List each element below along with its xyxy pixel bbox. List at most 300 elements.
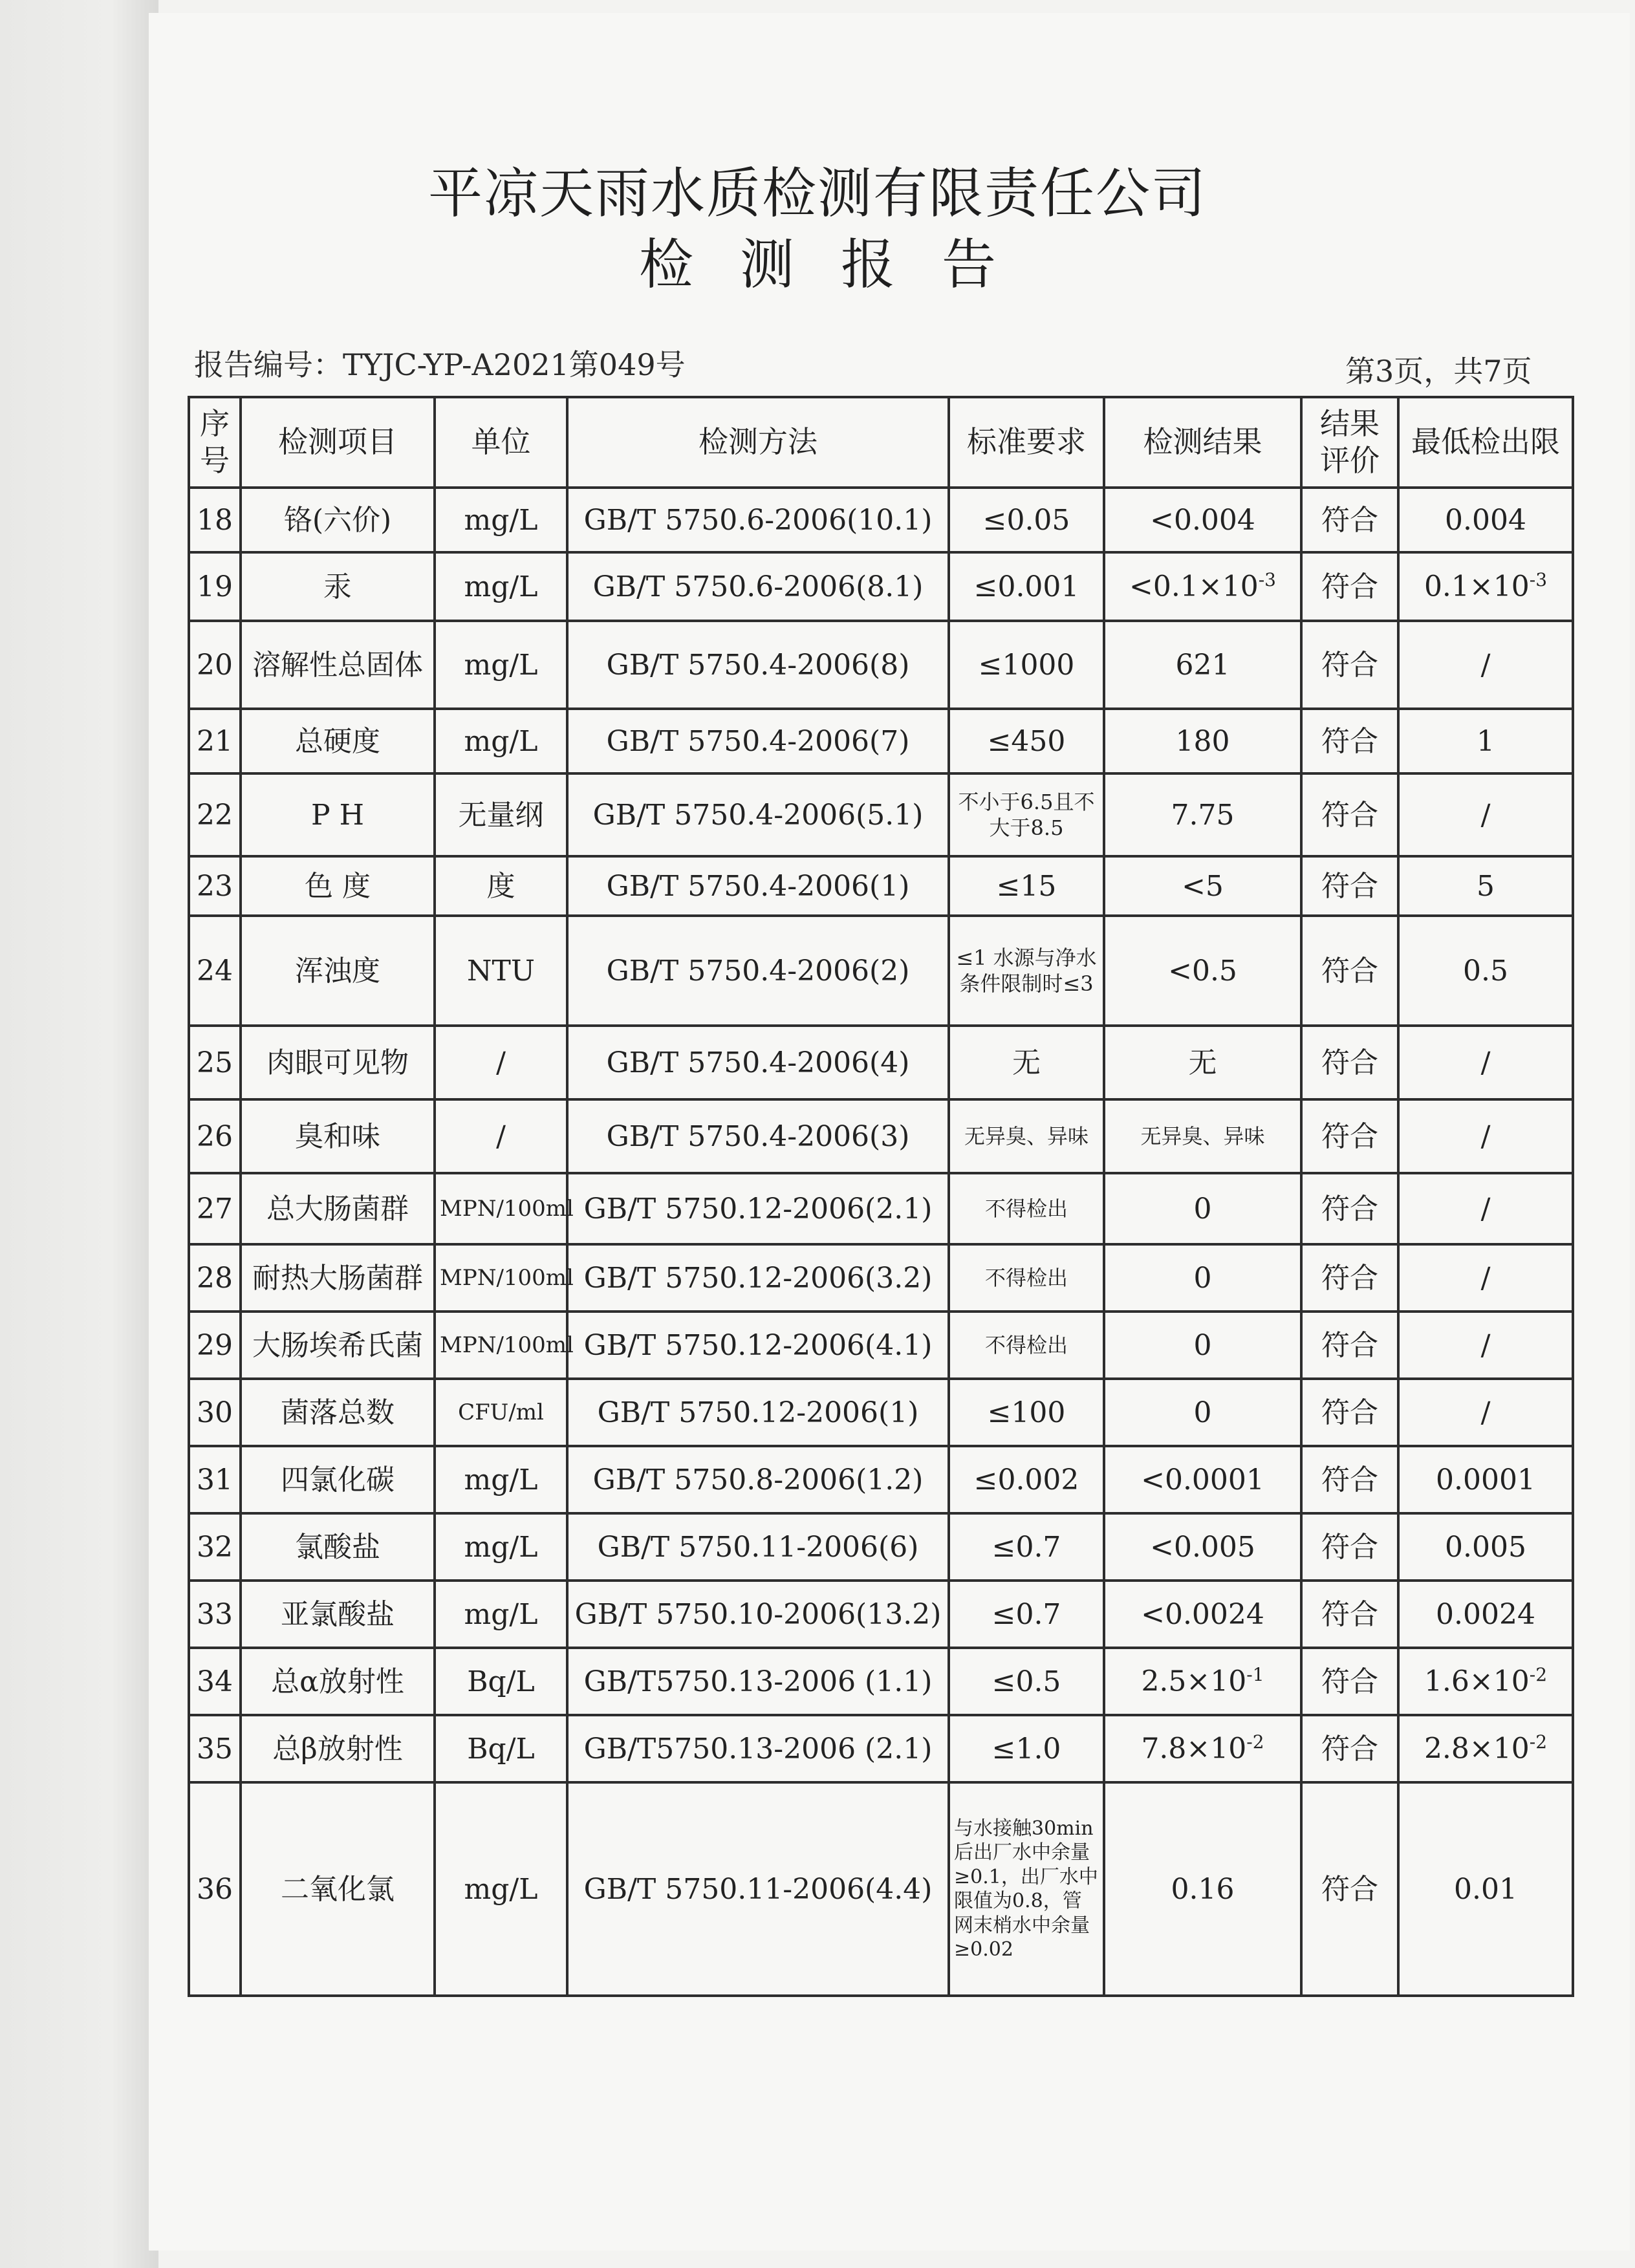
cell-method-text: GB/T 5750.6-2006(10.1) (583, 503, 933, 537)
header-result: 检测结果 (1104, 397, 1301, 488)
cell-result-text: 0 (1193, 1261, 1212, 1295)
cell-item-text: 总硬度 (295, 724, 380, 758)
cell-evaluation-text: 符合 (1321, 503, 1378, 537)
cell-evaluation (1301, 709, 1398, 773)
cell-result (1104, 1173, 1301, 1244)
cell-result (1104, 552, 1301, 621)
cell-seq (189, 1446, 241, 1513)
table-row (189, 1782, 1573, 1996)
cell-seq (189, 1782, 241, 1996)
cell-evaluation-text: 符合 (1321, 1192, 1378, 1226)
cell-result-exponent: -1 (1246, 1664, 1264, 1686)
cell-standard (949, 773, 1104, 856)
cell-result-text: 0 (1193, 1396, 1212, 1429)
cell-seq (189, 1648, 241, 1715)
cell-unit-text: / (496, 1119, 506, 1153)
cell-unit (435, 1379, 567, 1446)
cell-limit-text: 0.0024 (1436, 1597, 1535, 1631)
cell-evaluation (1301, 621, 1398, 709)
cell-seq-text: 36 (197, 1872, 233, 1906)
cell-limit (1398, 1312, 1573, 1379)
cell-standard (949, 488, 1104, 552)
cell-seq (189, 1244, 241, 1312)
header-unit: 单位 (435, 397, 567, 488)
header-seq: 序号 (189, 397, 241, 488)
cell-unit-text: 无量纲 (458, 798, 544, 832)
cell-unit (435, 621, 567, 709)
cell-evaluation-text: 符合 (1321, 954, 1378, 988)
cell-method (567, 488, 949, 552)
cell-standard (949, 1099, 1104, 1173)
cell-limit (1398, 1581, 1573, 1648)
cell-result (1104, 1099, 1301, 1173)
cell-item (241, 1379, 435, 1446)
cell-evaluation (1301, 1099, 1398, 1173)
cell-standard-text: ≤1 水源与净水条件限制时≤3 (956, 945, 1097, 996)
cell-seq (189, 1513, 241, 1581)
cell-item-text: 色 度 (305, 869, 371, 903)
cell-seq-text: 34 (197, 1665, 233, 1698)
cell-result (1104, 1446, 1301, 1513)
cell-evaluation (1301, 1581, 1398, 1648)
cell-unit-text: mg/L (464, 1872, 538, 1906)
cell-limit-text: / (1480, 648, 1491, 682)
cell-evaluation-text: 符合 (1321, 1328, 1378, 1362)
cell-unit-text: mg/L (464, 724, 538, 758)
cell-evaluation-text: 符合 (1321, 1261, 1378, 1295)
cell-item (241, 916, 435, 1026)
table-header-row (189, 397, 1573, 488)
cell-standard-text: 无 (1012, 1046, 1041, 1079)
cell-result (1104, 1244, 1301, 1312)
cell-evaluation-text: 符合 (1321, 570, 1378, 603)
cell-result-text: <0.5 (1168, 954, 1237, 988)
document-title: 检测报告 (638, 233, 1043, 296)
cell-method (567, 916, 949, 1026)
cell-unit (435, 1782, 567, 1996)
cell-seq-text: 33 (197, 1597, 233, 1631)
cell-method (567, 709, 949, 773)
cell-method-text: GB/T 5750.4-2006(7) (606, 724, 910, 758)
table-row (189, 1173, 1573, 1244)
cell-item-text: 总大肠菌群 (266, 1192, 409, 1226)
cell-method (567, 1026, 949, 1099)
cell-unit (435, 488, 567, 552)
cell-method (567, 1782, 949, 1996)
cell-limit (1398, 1244, 1573, 1312)
cell-method (567, 1244, 949, 1312)
cell-evaluation (1301, 1782, 1398, 1996)
cell-item (241, 1244, 435, 1312)
cell-limit-exponent: -2 (1529, 1664, 1548, 1686)
cell-item (241, 1173, 435, 1244)
cell-unit-text: mg/L (464, 1530, 538, 1564)
cell-limit (1398, 773, 1573, 856)
cell-limit (1398, 1026, 1573, 1099)
table-row (189, 1379, 1573, 1446)
cell-standard (949, 916, 1104, 1026)
cell-limit-text: / (1480, 1396, 1491, 1429)
cell-seq-text: 23 (197, 869, 233, 903)
cell-method (567, 1446, 949, 1513)
cell-unit-text: mg/L (464, 570, 538, 603)
table-row (189, 1026, 1573, 1099)
cell-method (567, 1099, 949, 1173)
cell-standard (949, 1026, 1104, 1099)
cell-standard (949, 1312, 1104, 1379)
cell-method-text: GB/T 5750.12-2006(2.1) (583, 1192, 933, 1226)
cell-seq-text: 27 (197, 1192, 233, 1226)
cell-method-text: GB/T 5750.12-2006(1) (597, 1396, 919, 1429)
cell-unit (435, 1648, 567, 1715)
cell-seq (189, 773, 241, 856)
cell-standard-text: ≤0.7 (991, 1530, 1061, 1564)
cell-evaluation-text: 符合 (1321, 1597, 1378, 1631)
cell-standard-text: ≤450 (987, 724, 1066, 758)
cell-unit (435, 552, 567, 621)
cell-method (567, 1312, 949, 1379)
cell-seq-text: 24 (197, 954, 233, 988)
cell-item (241, 1312, 435, 1379)
cell-unit (435, 1715, 567, 1782)
cell-seq (189, 552, 241, 621)
cell-evaluation (1301, 1244, 1398, 1312)
header-standard: 标准要求 (949, 397, 1104, 488)
cell-method-text: GB/T 5750.10-2006(13.2) (574, 1597, 942, 1631)
cell-evaluation-text: 符合 (1321, 1872, 1378, 1906)
cell-unit (435, 773, 567, 856)
cell-result (1104, 1715, 1301, 1782)
cell-limit-text: / (1480, 1328, 1491, 1362)
cell-seq (189, 709, 241, 773)
cell-result-text: 621 (1175, 648, 1230, 682)
cell-method (567, 552, 949, 621)
cell-item-text: 溶解性总固体 (252, 648, 423, 682)
cell-evaluation (1301, 1026, 1398, 1099)
table-row (189, 1099, 1573, 1173)
cell-item (241, 1581, 435, 1648)
cell-item (241, 773, 435, 856)
cell-unit-text: NTU (467, 954, 535, 988)
cell-method (567, 621, 949, 709)
cell-evaluation-text: 符合 (1321, 1530, 1378, 1564)
cell-item-text: 二氧化氯 (281, 1872, 395, 1906)
cell-item (241, 856, 435, 916)
cell-seq (189, 1312, 241, 1379)
cell-seq-text: 31 (197, 1463, 233, 1496)
cell-item (241, 621, 435, 709)
cell-method-text: GB/T 5750.6-2006(8.1) (592, 570, 924, 603)
cell-unit-text: 度 (486, 869, 515, 903)
cell-evaluation-text: 符合 (1321, 1046, 1378, 1079)
cell-evaluation-text: 符合 (1321, 1119, 1378, 1153)
cell-limit-text: 0.0001 (1436, 1463, 1535, 1496)
cell-result (1104, 1513, 1301, 1581)
cell-result-text: 7.75 (1171, 798, 1235, 832)
cell-seq-text: 19 (197, 570, 233, 603)
cell-evaluation-text: 符合 (1321, 724, 1378, 758)
cell-unit-text: Bq/L (467, 1732, 535, 1766)
cell-item-text: 菌落总数 (281, 1396, 395, 1429)
cell-evaluation (1301, 916, 1398, 1026)
cell-unit-text: mg/L (464, 1463, 538, 1496)
cell-result (1104, 621, 1301, 709)
cell-standard-text: ≤0.05 (982, 503, 1070, 537)
cell-method-text: GB/T5750.13-2006 (1.1) (583, 1665, 933, 1698)
cell-limit-text: / (1480, 1261, 1491, 1295)
cell-limit-text: / (1480, 798, 1491, 832)
cell-unit (435, 1581, 567, 1648)
cell-seq-text: 22 (197, 798, 233, 832)
table-row (189, 1513, 1573, 1581)
cell-standard-text: 不得检出 (984, 1196, 1068, 1221)
cell-limit-text: 0.01 (1454, 1872, 1517, 1906)
cell-result-text: 无异臭、异味 (1140, 1124, 1265, 1149)
cell-result (1104, 488, 1301, 552)
cell-method (567, 1379, 949, 1446)
cell-item (241, 552, 435, 621)
cell-result-text: 无 (1188, 1046, 1217, 1079)
cell-seq (189, 488, 241, 552)
cell-evaluation-text: 符合 (1321, 798, 1378, 832)
cell-result (1104, 1581, 1301, 1648)
cell-item-text: P H (311, 798, 364, 832)
cell-standard-text: 不得检出 (984, 1333, 1068, 1357)
cell-item-text: 臭和味 (295, 1119, 380, 1153)
cell-standard-text: 不得检出 (984, 1266, 1068, 1290)
cell-method-text: GB/T 5750.12-2006(4.1) (583, 1328, 933, 1362)
cell-seq (189, 621, 241, 709)
cell-standard (949, 1581, 1104, 1648)
cell-standard (949, 1379, 1104, 1446)
cell-evaluation (1301, 1312, 1398, 1379)
cell-result-text: <0.005 (1150, 1530, 1255, 1564)
cell-evaluation (1301, 1446, 1398, 1513)
cell-unit (435, 1312, 574, 1379)
cell-result (1104, 856, 1301, 916)
table-row (189, 709, 1573, 773)
cell-method (567, 856, 949, 916)
cell-item (241, 488, 435, 552)
cell-limit-text: / (1480, 1119, 1491, 1153)
cell-result-text: 180 (1175, 724, 1230, 758)
cell-unit (435, 856, 567, 916)
cell-seq (189, 1715, 241, 1782)
cell-method-text: GB/T 5750.4-2006(1) (606, 869, 910, 903)
cell-evaluation-text: 符合 (1321, 1665, 1378, 1698)
cell-item-text: 四氯化碳 (281, 1463, 395, 1496)
cell-limit-text: / (1480, 1046, 1491, 1079)
cell-limit (1398, 916, 1573, 1026)
cell-method-text: GB/T 5750.4-2006(8) (606, 648, 910, 682)
cell-unit (435, 916, 567, 1026)
cell-item (241, 1715, 435, 1782)
cell-item-text: 亚氯酸盐 (281, 1597, 395, 1631)
cell-limit (1398, 1446, 1573, 1513)
cell-limit-text: 0.5 (1463, 954, 1508, 988)
table-row (189, 621, 1573, 709)
cell-item (241, 1099, 435, 1173)
cell-result (1104, 1379, 1301, 1446)
cell-limit (1398, 1173, 1573, 1244)
cell-standard-text: 无异臭、异味 (964, 1124, 1088, 1149)
cell-limit (1398, 1099, 1573, 1173)
cell-result-text: <0.0024 (1141, 1597, 1264, 1631)
table-row (189, 856, 1573, 916)
cell-standard-text: ≤1.0 (991, 1732, 1061, 1766)
cell-limit (1398, 709, 1573, 773)
cell-limit (1398, 488, 1573, 552)
cell-seq-text: 25 (197, 1046, 233, 1079)
cell-item-text: 浑浊度 (295, 954, 380, 988)
cell-method-text: GB/T 5750.4-2006(2) (606, 954, 910, 988)
cell-method-text: GB/T5750.13-2006 (2.1) (583, 1732, 933, 1766)
cell-item-text: 汞 (323, 570, 352, 603)
table-row (189, 1715, 1573, 1782)
cell-standard (949, 552, 1104, 621)
cell-unit (435, 1026, 567, 1099)
cell-method-text: GB/T 5750.11-2006(6) (597, 1530, 919, 1564)
table-row (189, 1581, 1573, 1648)
results-table (188, 396, 1574, 1997)
cell-unit-text: mg/L (464, 1597, 538, 1631)
cell-result-text: 0.16 (1171, 1872, 1235, 1906)
cell-item (241, 1446, 435, 1513)
cell-standard (949, 1446, 1104, 1513)
cell-result-exponent: -2 (1246, 1731, 1264, 1753)
cell-standard-text: 不小于6.5且不大于8.5 (958, 790, 1095, 840)
cell-seq-text: 20 (197, 648, 233, 682)
cell-result (1104, 1648, 1301, 1715)
cell-result (1104, 1312, 1301, 1379)
header-item: 检测项目 (241, 397, 435, 488)
cell-method (567, 1581, 949, 1648)
table-row (189, 1446, 1573, 1513)
cell-evaluation (1301, 1715, 1398, 1782)
cell-seq-text: 21 (197, 724, 233, 758)
cell-seq-text: 29 (197, 1328, 233, 1362)
cell-limit-text: / (1480, 1192, 1491, 1226)
cell-seq-text: 28 (197, 1261, 233, 1295)
table-row (189, 1648, 1573, 1715)
cell-limit (1398, 552, 1573, 621)
cell-seq-text: 35 (197, 1732, 233, 1766)
cell-method (567, 1648, 949, 1715)
cell-item (241, 709, 435, 773)
cell-item-text: 总α放射性 (271, 1665, 404, 1698)
header-method: 检测方法 (567, 397, 949, 488)
cell-seq (189, 1099, 241, 1173)
page-indicator: 第3页，共7页 (1345, 354, 1532, 389)
cell-seq-text: 30 (197, 1396, 233, 1429)
cell-seq (189, 1581, 241, 1648)
cell-result (1104, 1026, 1301, 1099)
cell-method (567, 773, 949, 856)
cell-limit-exponent: -2 (1529, 1731, 1548, 1753)
cell-seq (189, 1173, 241, 1244)
cell-standard-text: ≤1000 (978, 648, 1075, 682)
table-row (189, 488, 1573, 552)
cell-standard (949, 856, 1104, 916)
cell-evaluation-text: 符合 (1321, 1463, 1378, 1496)
cell-method (567, 1715, 949, 1782)
cell-result-text: 0 (1193, 1328, 1212, 1362)
cell-method-text: GB/T 5750.4-2006(5.1) (592, 798, 924, 832)
cell-standard-text: ≤0.001 (973, 570, 1079, 603)
cell-seq (189, 856, 241, 916)
cell-result-text: <5 (1182, 869, 1224, 903)
cell-method-text: GB/T 5750.4-2006(3) (606, 1119, 910, 1153)
cell-limit (1398, 1379, 1573, 1446)
cell-result-text: 7.8×10 (1141, 1732, 1247, 1766)
table-row (189, 773, 1573, 856)
cell-unit-text: mg/L (464, 648, 538, 682)
cell-method-text: GB/T 5750.11-2006(4.4) (583, 1872, 933, 1906)
cell-unit-text: CFU/ml (458, 1399, 544, 1425)
cell-standard (949, 1244, 1104, 1312)
cell-evaluation-text: 符合 (1321, 1396, 1378, 1429)
table-row (189, 552, 1573, 621)
cell-seq (189, 1379, 241, 1446)
cell-result-text: <0.0001 (1141, 1463, 1264, 1496)
cell-item (241, 1782, 435, 1996)
cell-standard (949, 1648, 1104, 1715)
cell-standard (949, 709, 1104, 773)
page-left-margin-shadow (0, 0, 158, 2268)
report-number: 报告编号：TYJC-YP-A2021第049号 (194, 347, 686, 382)
cell-evaluation (1301, 1648, 1398, 1715)
cell-unit (435, 1244, 574, 1312)
cell-result-text: 0 (1193, 1192, 1212, 1226)
cell-item (241, 1648, 435, 1715)
cell-limit (1398, 1513, 1573, 1581)
cell-item-text: 铬(六价) (283, 503, 392, 537)
cell-unit (435, 1099, 567, 1173)
cell-unit (435, 709, 567, 773)
cell-limit-text: 2.8×10 (1424, 1732, 1530, 1766)
cell-method (567, 1513, 949, 1581)
cell-item-text: 大肠埃希氏菌 (252, 1328, 423, 1362)
cell-unit-text: MPN/100ml (440, 1332, 574, 1358)
cell-result (1104, 916, 1301, 1026)
cell-evaluation-text: 符合 (1321, 1732, 1378, 1766)
cell-method-text: GB/T 5750.12-2006(3.2) (583, 1261, 933, 1295)
cell-standard (949, 1782, 1104, 1996)
cell-evaluation (1301, 1379, 1398, 1446)
cell-limit-text: 5 (1477, 869, 1495, 903)
cell-evaluation-text: 符合 (1321, 869, 1378, 903)
cell-result-text: <0.1×10 (1129, 570, 1259, 603)
cell-seq (189, 1026, 241, 1099)
cell-limit (1398, 621, 1573, 709)
cell-limit-text: 1.6×10 (1424, 1665, 1530, 1698)
cell-method-text: GB/T 5750.8-2006(1.2) (592, 1463, 924, 1496)
cell-standard (949, 1715, 1104, 1782)
cell-seq (189, 916, 241, 1026)
cell-result-text: 2.5×10 (1141, 1665, 1247, 1698)
cell-limit (1398, 1715, 1573, 1782)
cell-limit-exponent: -3 (1529, 569, 1548, 591)
cell-result (1104, 773, 1301, 856)
cell-limit-text: 1 (1477, 724, 1495, 758)
cell-result-text: <0.004 (1150, 503, 1255, 537)
cell-standard-text: ≤0.002 (973, 1463, 1079, 1496)
cell-unit-text: / (496, 1046, 506, 1079)
header-limit: 最低检出限 (1398, 397, 1573, 488)
cell-seq-text: 26 (197, 1119, 233, 1153)
cell-limit-text: 0.005 (1445, 1530, 1526, 1564)
table-row (189, 916, 1573, 1026)
